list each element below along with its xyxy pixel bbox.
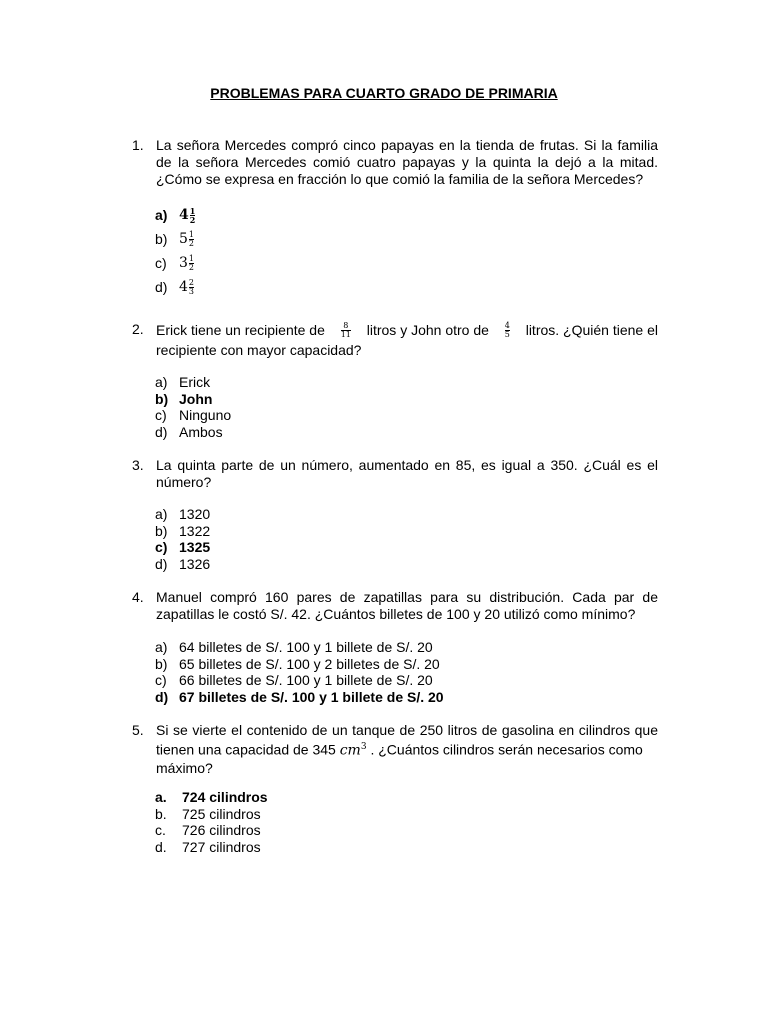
options-list-5	[155, 789, 268, 856]
option-text: Ambos	[179, 424, 223, 441]
option-c[interactable]	[155, 822, 268, 839]
question-line: número?	[156, 474, 212, 490]
options-list-1	[155, 203, 196, 299]
option-label: d.	[155, 839, 167, 856]
option-label: d)	[155, 278, 168, 295]
unit-symbol: cm	[339, 742, 361, 759]
mixed-number	[179, 251, 195, 275]
question-2	[132, 319, 658, 359]
question-line: Si se vierte el contenido de un tanque de 250 litros de gasolina en cilindros que	[156, 722, 658, 738]
option-b[interactable]	[155, 656, 444, 673]
fraction	[189, 255, 194, 272]
option-a[interactable]	[155, 374, 231, 391]
option-b[interactable]	[155, 391, 231, 408]
option-text: John	[179, 390, 213, 407]
question-3	[132, 457, 658, 491]
unit-exponent: 3	[360, 742, 367, 752]
mixed-number	[179, 227, 195, 251]
question-line: recipiente con mayor capacidad?	[156, 342, 362, 358]
option-label: b)	[155, 522, 168, 539]
whole-part: 5	[179, 230, 188, 247]
option-text: 727 cilindros	[182, 839, 261, 856]
option-text: 1326	[179, 556, 211, 573]
question-text	[156, 457, 658, 491]
option-text: Erick	[179, 374, 211, 390]
fraction	[189, 231, 194, 248]
option-b[interactable]	[155, 227, 196, 251]
question-text-part: tienen una capacidad de 345	[156, 741, 336, 758]
denominator: 2	[189, 214, 196, 225]
options-list-2	[155, 374, 231, 441]
numerator: 4	[504, 320, 510, 330]
question-line: máximo?	[156, 759, 213, 776]
option-label: d)	[155, 689, 169, 706]
options-list-4	[155, 639, 444, 706]
option-text: 64 billetes de S/. 100 y 1 billete de S/. 20	[179, 639, 433, 655]
option-a[interactable]	[155, 639, 444, 656]
option-label: c)	[155, 672, 167, 689]
question-4	[132, 589, 658, 623]
option-a[interactable]	[155, 789, 268, 806]
denominator: 5	[504, 329, 510, 339]
fraction	[190, 207, 196, 224]
question-text-part: Erick tiene un recipiente de	[156, 321, 325, 338]
option-text: 726 cilindros	[182, 822, 261, 839]
question-number: 1.	[132, 137, 144, 153]
option-label: b.	[155, 805, 167, 822]
option-label: d)	[155, 556, 168, 573]
question-text	[156, 589, 658, 623]
numerator: 1	[188, 253, 195, 263]
option-a[interactable]	[155, 506, 210, 523]
option-label: a.	[155, 789, 167, 805]
option-text: 1325	[179, 539, 211, 556]
question-line: La señora Mercedes compró cinco papayas en la tienda de frutas. Si la familia	[156, 137, 658, 153]
whole-part: 4	[179, 278, 188, 295]
fraction	[341, 322, 351, 339]
whole-part: 3	[179, 254, 188, 271]
option-text: 65 billetes de S/. 100 y 2 billetes de S/. 20	[179, 655, 440, 672]
option-text: 724 cilindros	[182, 789, 268, 805]
question-5	[132, 722, 658, 777]
question-text	[156, 137, 658, 188]
option-b[interactable]	[155, 806, 268, 823]
option-d[interactable]	[155, 424, 231, 441]
question-text	[156, 722, 658, 777]
option-label: c.	[155, 822, 166, 839]
option-label: c)	[155, 254, 167, 271]
option-text: 67 billetes de S/. 100 y 1 billete de S/. 20	[179, 689, 444, 706]
option-a[interactable]	[155, 203, 196, 227]
option-label: b)	[155, 390, 169, 407]
option-text: Ninguno	[179, 407, 232, 424]
option-text: 725 cilindros	[182, 805, 261, 822]
question-number: 5.	[132, 722, 144, 738]
denominator: 3	[188, 286, 195, 296]
denominator: 11	[340, 329, 351, 339]
option-label: c)	[155, 407, 167, 424]
question-line: de la señora Mercedes comió cuatro papayas y la quinta la dejó a la mitad.	[156, 154, 658, 170]
numerator: 1	[188, 229, 195, 239]
options-list-3	[155, 506, 210, 573]
option-text: 1320	[179, 506, 211, 522]
fraction	[189, 279, 194, 296]
option-label: a)	[155, 374, 168, 390]
option-d[interactable]	[155, 689, 444, 706]
numerator: 1	[189, 205, 196, 216]
option-text: 66 billetes de S/. 100 y 1 billete de S/. 20	[179, 672, 433, 689]
page-title: PROBLEMAS PARA CUARTO GRADO DE PRIMARIA	[210, 85, 558, 101]
question-line: La quinta parte de un número, aumentado en 85, es igual a 350. ¿Cuál es el	[156, 457, 658, 473]
question-number: 4.	[132, 589, 144, 605]
option-label: b)	[155, 230, 168, 247]
question-line: zapatillas le costó S/. 42. ¿Cuántos billetes de 100 y 20 utilizó como mínimo?	[156, 606, 636, 622]
option-label: b)	[155, 655, 168, 672]
option-label: a)	[155, 506, 168, 522]
mixed-number	[179, 275, 195, 299]
question-line	[156, 739, 658, 760]
option-d[interactable]	[155, 839, 268, 856]
mixed-number	[179, 203, 196, 227]
option-label: d)	[155, 424, 168, 441]
option-label: c)	[155, 539, 168, 556]
option-d[interactable]	[155, 275, 196, 299]
question-text-part: litros y John otro de	[366, 321, 489, 338]
option-label: a)	[155, 206, 168, 223]
option-c[interactable]	[155, 672, 444, 689]
option-c[interactable]	[155, 407, 231, 424]
option-c[interactable]	[155, 539, 210, 556]
question-text	[156, 319, 658, 359]
question-line	[156, 319, 658, 341]
option-c[interactable]	[155, 251, 196, 275]
question-number: 2.	[132, 321, 144, 337]
numerator: 2	[188, 277, 195, 287]
option-b[interactable]	[155, 523, 210, 540]
option-label: a)	[155, 639, 168, 655]
option-d[interactable]	[155, 556, 210, 573]
question-text-part: . ¿Cuántos cilindros serán necesarios como	[370, 741, 643, 758]
option-text: 1322	[179, 522, 211, 539]
numerator: 8	[343, 320, 349, 330]
denominator: 2	[188, 238, 195, 248]
whole-part: 4	[179, 206, 189, 223]
question-text-part: litros. ¿Quién tiene el	[525, 321, 658, 338]
question-number: 3.	[132, 457, 144, 473]
question-1	[132, 137, 658, 188]
fraction	[505, 322, 510, 339]
question-line: ¿Cómo se expresa en fracción lo que comió la familia de la señora Mercedes?	[156, 171, 644, 187]
denominator: 2	[188, 262, 195, 272]
question-line: Manuel compró 160 pares de zapatillas para su distribución. Cada par de	[156, 589, 658, 605]
